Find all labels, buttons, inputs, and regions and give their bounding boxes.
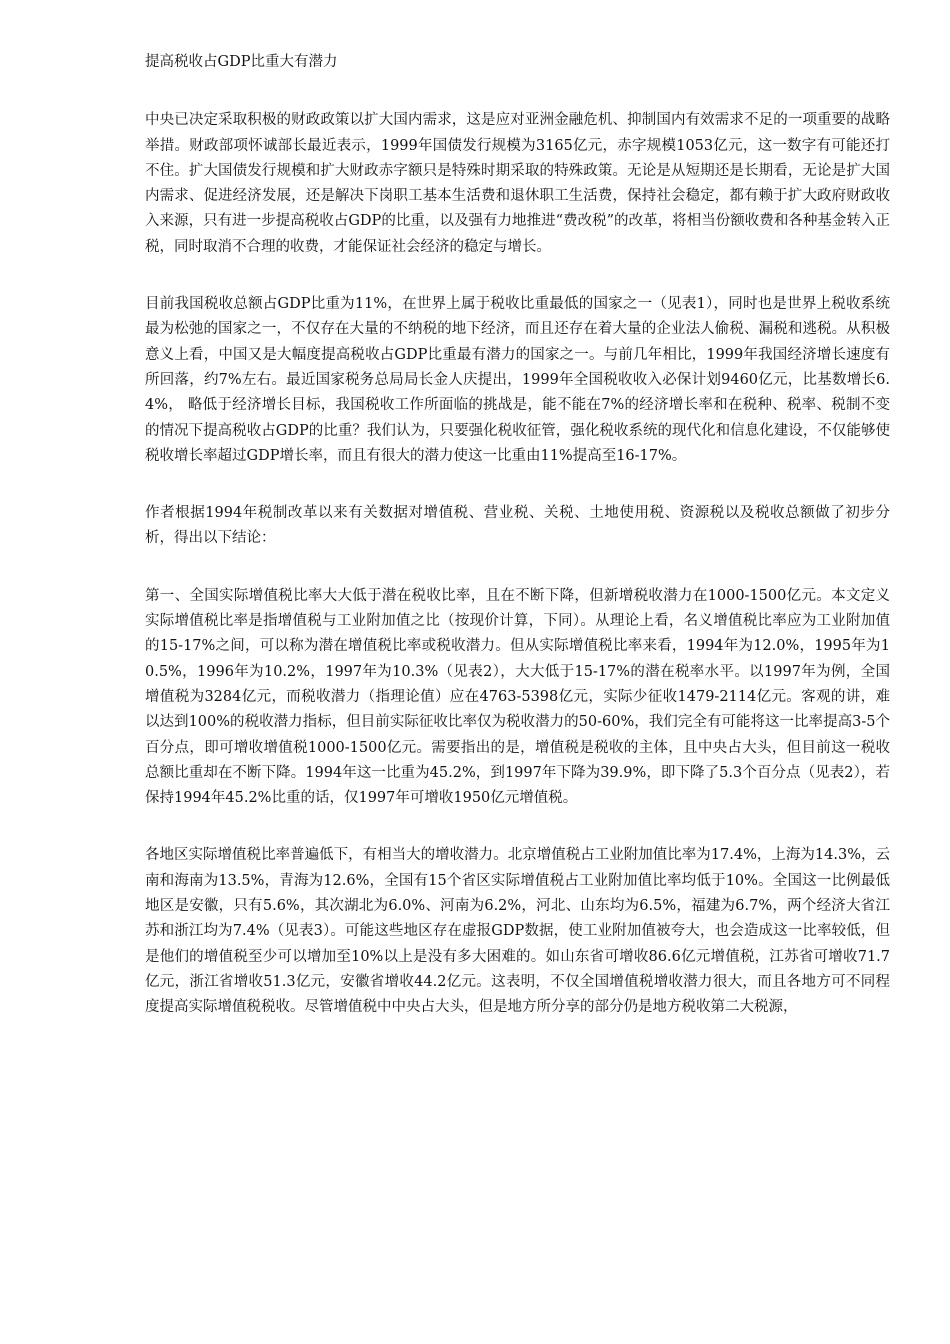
paragraph-tax-share-gdp: 目前我国税收总额占GDP比重为11%，在世界上属于税收比重最低的国家之一（见表1），同时也是世界上税收系统最为松弛的国家之一，不仅存在大量的不纳税的地下经济，而且还存在着大量的企业法人偷税、漏税和逃税。从积极意义上看，中国又是大幅度提高税收占GDP比重最有潜力的国家之一。与前几年相比，1999年我国经济增长速度有所回落，约7%左右。最近国家税务总局局长金人庆提出，1999年全国税收收入必保计划9460亿元，比基数增长6.4%， 略低于经济增长目标，我国税收工作所面临的挑战是，能不能在7%的经济增长率和在税种、税率、税制不变的情况下提高税收占GDP的比重？我们认为，只要强化税收征管，强化税收系统的现代化和信息化建设，不仅能够使税收增长率超过GDP增长率，而且有很大的潜力使这一比重由11%提高至16-17%。 xyxy=(145,296,890,464)
paragraph-vat-regional: 各地区实际增值税比率普遍低下，有相当大的增收潜力。北京增值税占工业附加值比率为17.4%，上海为14.3%，云南和海南为13.5%，青海为12.6%，全国有15个省区实际增值税占工业附加值比率均低于10%。全国这一比例最低地区是安徽，只有5.6%，其次湖北为6.0%、河南为6.2%，河北、山东均为6.5%，福建为6.7%，两个经济大省江苏和浙江均为7.4%（见表3）。可能这些地区存在虚报GDP数据，使工业附加值被夸大，也会造成这一比率较低，但是他们的增值税至少可以增加至10%以上是没有多大困难的。如山东省可增收86.6亿元增值税，江苏省可增收71.7亿元，浙江省增收51.3亿元，安徽省增收44.2亿元。这表明，不仅全国增值税增收潜力很大，而且各地方可不同程度提高实际增值税税收。尽管增值税中中央占大头，但是地方所分享的部分仍是地方税收第二大税源， xyxy=(145,847,890,1016)
document-page xyxy=(145,50,890,1021)
paragraph-fiscal-policy: 中央已决定采取积极的财政政策以扩大国内需求，这是应对亚洲金融危机、抑制国内有效需求不足的一项重要的战略举措。财政部项怀诚部长最近表示，1999年国债发行规模为3165亿元，赤字规模1053亿元，这一数字有可能还打不住。扩大国债发行规模和扩大财政赤字额只是特殊时期采取的特殊政策。无论是从短期还是长期看，无论是扩大国内需求、促进经济发展，还是解决下岗职工基本生活费和退休职工生活费，保持社会稳定，都有赖于扩大政府财政收入来源，只有进一步提高税收占GDP的比重，以及强有力地推进“费改税”的改革，将相当份额收费和各种基金转入正税，同时取消不合理的收费，才能保证社会经济的稳定与增长。 xyxy=(145,112,890,255)
paragraph-vat-national: 第一、全国实际增值税比率大大低于潜在税收比率，且在不断下降，但新增税收潜力在1000-1500亿元。本文定义实际增值税比率是指增值税与工业附加值之比（按现价计算，下同）。从理论上看，名义增值税比率应为工业附加值的15-17%之间，可以称为潜在增值税比率或税收潜力。但从实际增值税比率来看，1994年为12.0%，1995年为10.5%，1996年为10.2%，1997年为10.3%（见表2），大大低于15-17%的潜在税率水平。以1997年为例，全国增值税为3284亿元，而税收潜力（指理论值）应在4763-5398亿元，实际少征收1479-2114亿元。客观的讲，难以达到100%的税收潜力指标，但目前实际征收比率仅为税收潜力的50-60%，我们完全有可能将这一比率提高3-5个百分点，即可增收增值税1000-1500亿元。需要指出的是，增值税是税收的主体，且中央占大头，但目前这一税收总额比重却在不断下降。1994年这一比重为45.2%，到1997年下降为39.9%，即下降了5.3个百分点（见表2），若保持1994年45.2%比重的话，仅1997年可增收1950亿元增值税。 xyxy=(145,587,890,807)
paragraph-analysis-intro: 作者根据1994年税制改革以来有关数据对增值税、营业税、关税、土地使用税、资源税以及税收总额做了初步分析，得出以下结论： xyxy=(145,505,890,547)
document-title: 提高税收占GDP比重大有潜力 xyxy=(145,54,338,70)
